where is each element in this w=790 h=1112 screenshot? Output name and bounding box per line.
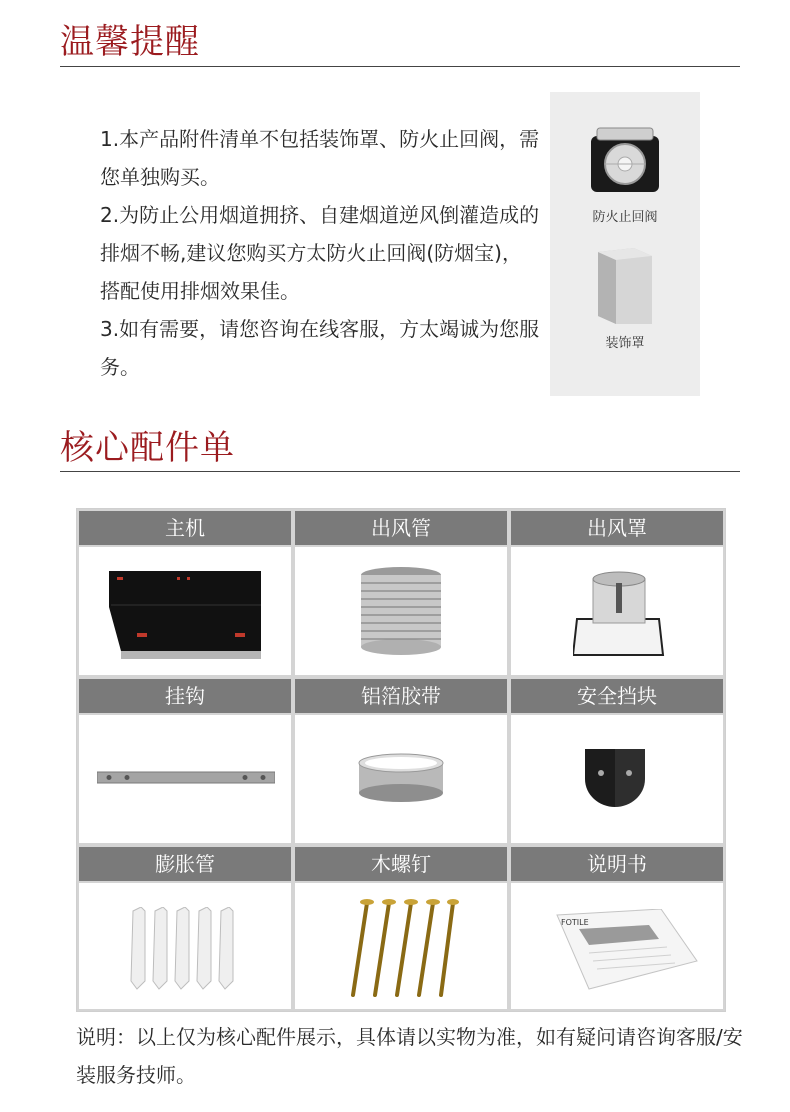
safety-stopper-icon [581, 743, 651, 813]
optional-parts-panel [550, 92, 700, 396]
notice-item-2: 2.为防止公用烟道拥挤、自建烟道逆风倒灌造成的排烟不畅,建议您购买方太防火止回阀(防烟宝)，搭配使用排烟效果佳。 [100, 203, 540, 303]
hanging-bracket-icon [97, 769, 275, 787]
footnote: 说明：以上仅为核心配件展示，具体请以实物为准，如有疑问请咨询客服/安装服务技师。 [76, 1025, 743, 1087]
accessories-title: 核心配件单 [60, 428, 235, 468]
accessory-label-wall-anchor: 膨胀管 [79, 847, 291, 881]
check-valve-icon [587, 126, 663, 194]
decorative-cover-icon [594, 246, 656, 326]
accessory-cell-outlet-cover [511, 547, 723, 675]
accessory-label-hanging-bracket: 挂钩 [79, 679, 291, 713]
svg-text:FOTILE: FOTILE [561, 918, 589, 927]
accessory-cell-safety-stopper [511, 715, 723, 843]
accessories-table [76, 508, 726, 1012]
accessory-cell-hanging-bracket [79, 715, 291, 843]
accessory-label-manual: 说明书 [511, 847, 723, 881]
foil-tape-icon [355, 753, 447, 805]
accessory-label-main-unit: 主机 [79, 511, 291, 545]
notice-item-1: 1.本产品附件清单不包括装饰罩、防火止回阀，需您单独购买。 [100, 127, 540, 189]
decorative-cover-label: 装饰罩 [605, 336, 645, 351]
notice-title: 温馨提醒 [60, 22, 200, 62]
exhaust-duct-icon [357, 565, 445, 657]
manual-icon [549, 909, 699, 991]
notice-item-3: 3.如有需要，请您咨询在线客服，方太竭诚为您服务。 [100, 317, 540, 379]
notice-divider [60, 66, 740, 67]
accessory-cell-foil-tape [295, 715, 507, 843]
wall-anchor-icon [127, 907, 239, 991]
range-hood-icon [107, 567, 265, 663]
accessory-label-exhaust-duct: 出风管 [295, 511, 507, 545]
accessory-cell-exhaust-duct [295, 547, 507, 675]
accessory-label-wood-screw: 木螺钉 [295, 847, 507, 881]
check-valve-label: 防火止回阀 [592, 210, 658, 225]
wood-screw-icon [347, 897, 459, 1001]
accessory-cell-wood-screw [295, 883, 507, 1009]
accessories-divider [60, 471, 740, 472]
accessory-cell-manual [511, 883, 723, 1009]
accessory-label-outlet-cover: 出风罩 [511, 511, 723, 545]
outlet-cover-icon [573, 565, 665, 661]
notice-body [100, 120, 540, 386]
accessory-cell-wall-anchor [79, 883, 291, 1009]
accessory-label-safety-stopper: 安全挡块 [511, 679, 723, 713]
accessory-cell-main-unit [79, 547, 291, 675]
accessory-label-foil-tape: 铝箔胶带 [295, 679, 507, 713]
